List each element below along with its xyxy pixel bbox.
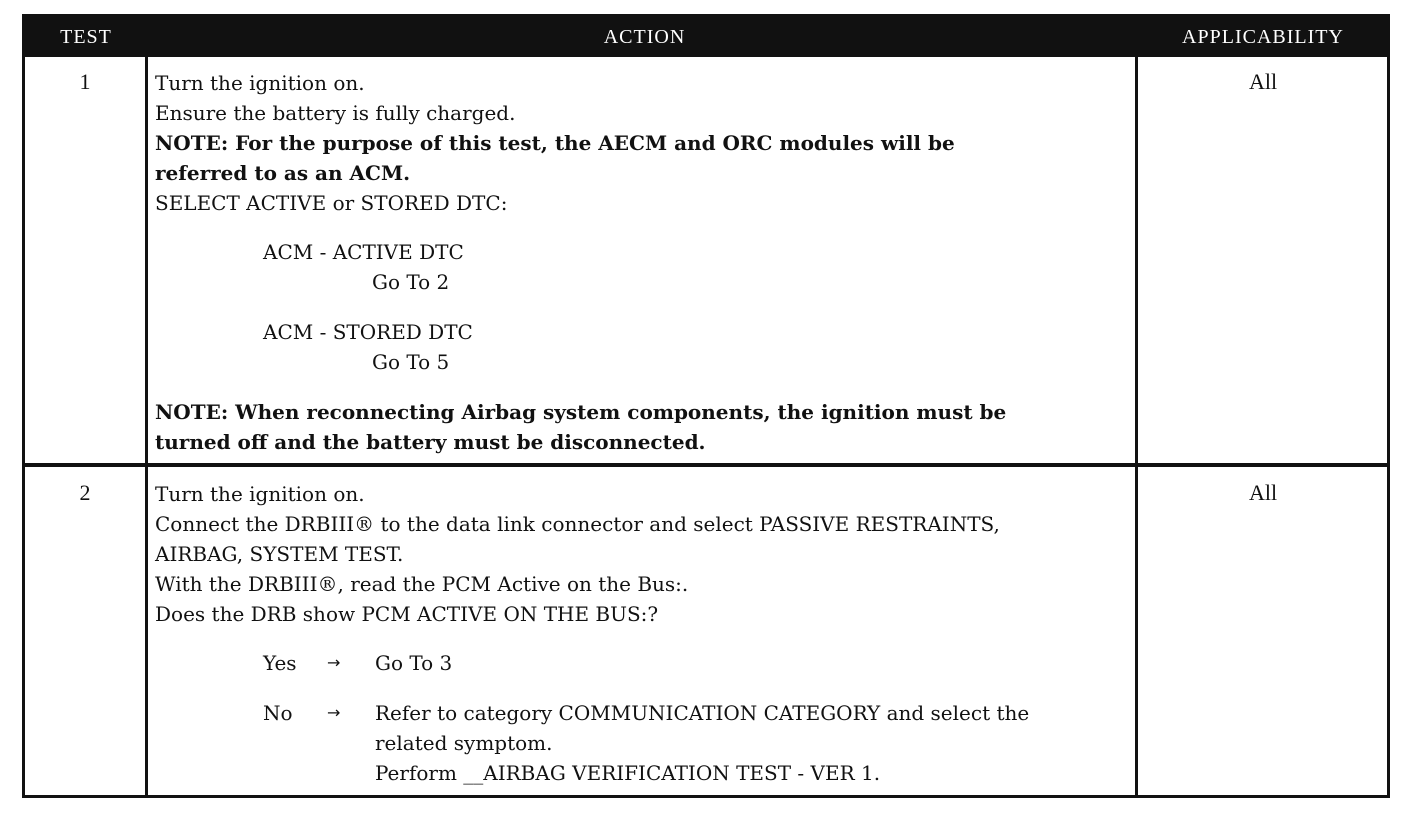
header-applicability: APPLICABILITY [1182, 26, 1344, 48]
action-note: turned off and the battery must be disconnected. [155, 430, 706, 454]
test-number-2: 2 [79, 480, 91, 505]
header-test: TEST [60, 26, 112, 48]
no-result: Refer to category COMMUNICATION CATEGORY and select the [375, 701, 1030, 725]
action-line: Turn the ignition on. [155, 482, 365, 506]
test-number-1: 1 [79, 69, 91, 94]
yes-result: Go To 3 [375, 651, 453, 675]
header-action: ACTION [603, 26, 686, 48]
column-divider [145, 57, 148, 795]
column-divider [1135, 57, 1138, 795]
option-label: ACM - ACTIVE DTC [263, 240, 464, 264]
action-note: NOTE: For the purpose of this test, the AECM and ORC modules will be [155, 131, 955, 155]
row-divider [25, 463, 1387, 467]
option-goto: Go To 2 [372, 270, 450, 294]
action-line: Connect the DRBIII® to the data link connector and select PASSIVE RESTRAINTS, [155, 512, 1000, 536]
yes-label: Yes [263, 651, 297, 675]
applicability-1: All [1248, 69, 1278, 94]
arrow-icon: → [327, 653, 341, 672]
no-result: Perform __AIRBAG VERIFICATION TEST - VER 1. [375, 761, 881, 785]
action-note: NOTE: When reconnecting Airbag system components, the ignition must be [155, 400, 1007, 424]
action-line: Turn the ignition on. [155, 71, 365, 95]
action-line: Does the DRB show PCM ACTIVE ON THE BUS:? [155, 602, 659, 626]
option-label: ACM - STORED DTC [263, 320, 473, 344]
action-line: SELECT ACTIVE or STORED DTC: [155, 191, 508, 215]
no-label: No [263, 701, 293, 725]
diagnostic-test-table [22, 14, 1390, 798]
action-line: With the DRBIII®, read the PCM Active on the Bus:. [155, 572, 689, 596]
option-goto: Go To 5 [372, 350, 450, 374]
action-note: referred to as an ACM. [155, 161, 411, 185]
action-line: Ensure the battery is fully charged. [155, 101, 516, 125]
action-line: AIRBAG, SYSTEM TEST. [155, 542, 404, 566]
arrow-icon: → [327, 703, 341, 722]
applicability-2: All [1248, 480, 1278, 505]
no-result: related symptom. [375, 731, 553, 755]
table-header [25, 17, 1387, 57]
